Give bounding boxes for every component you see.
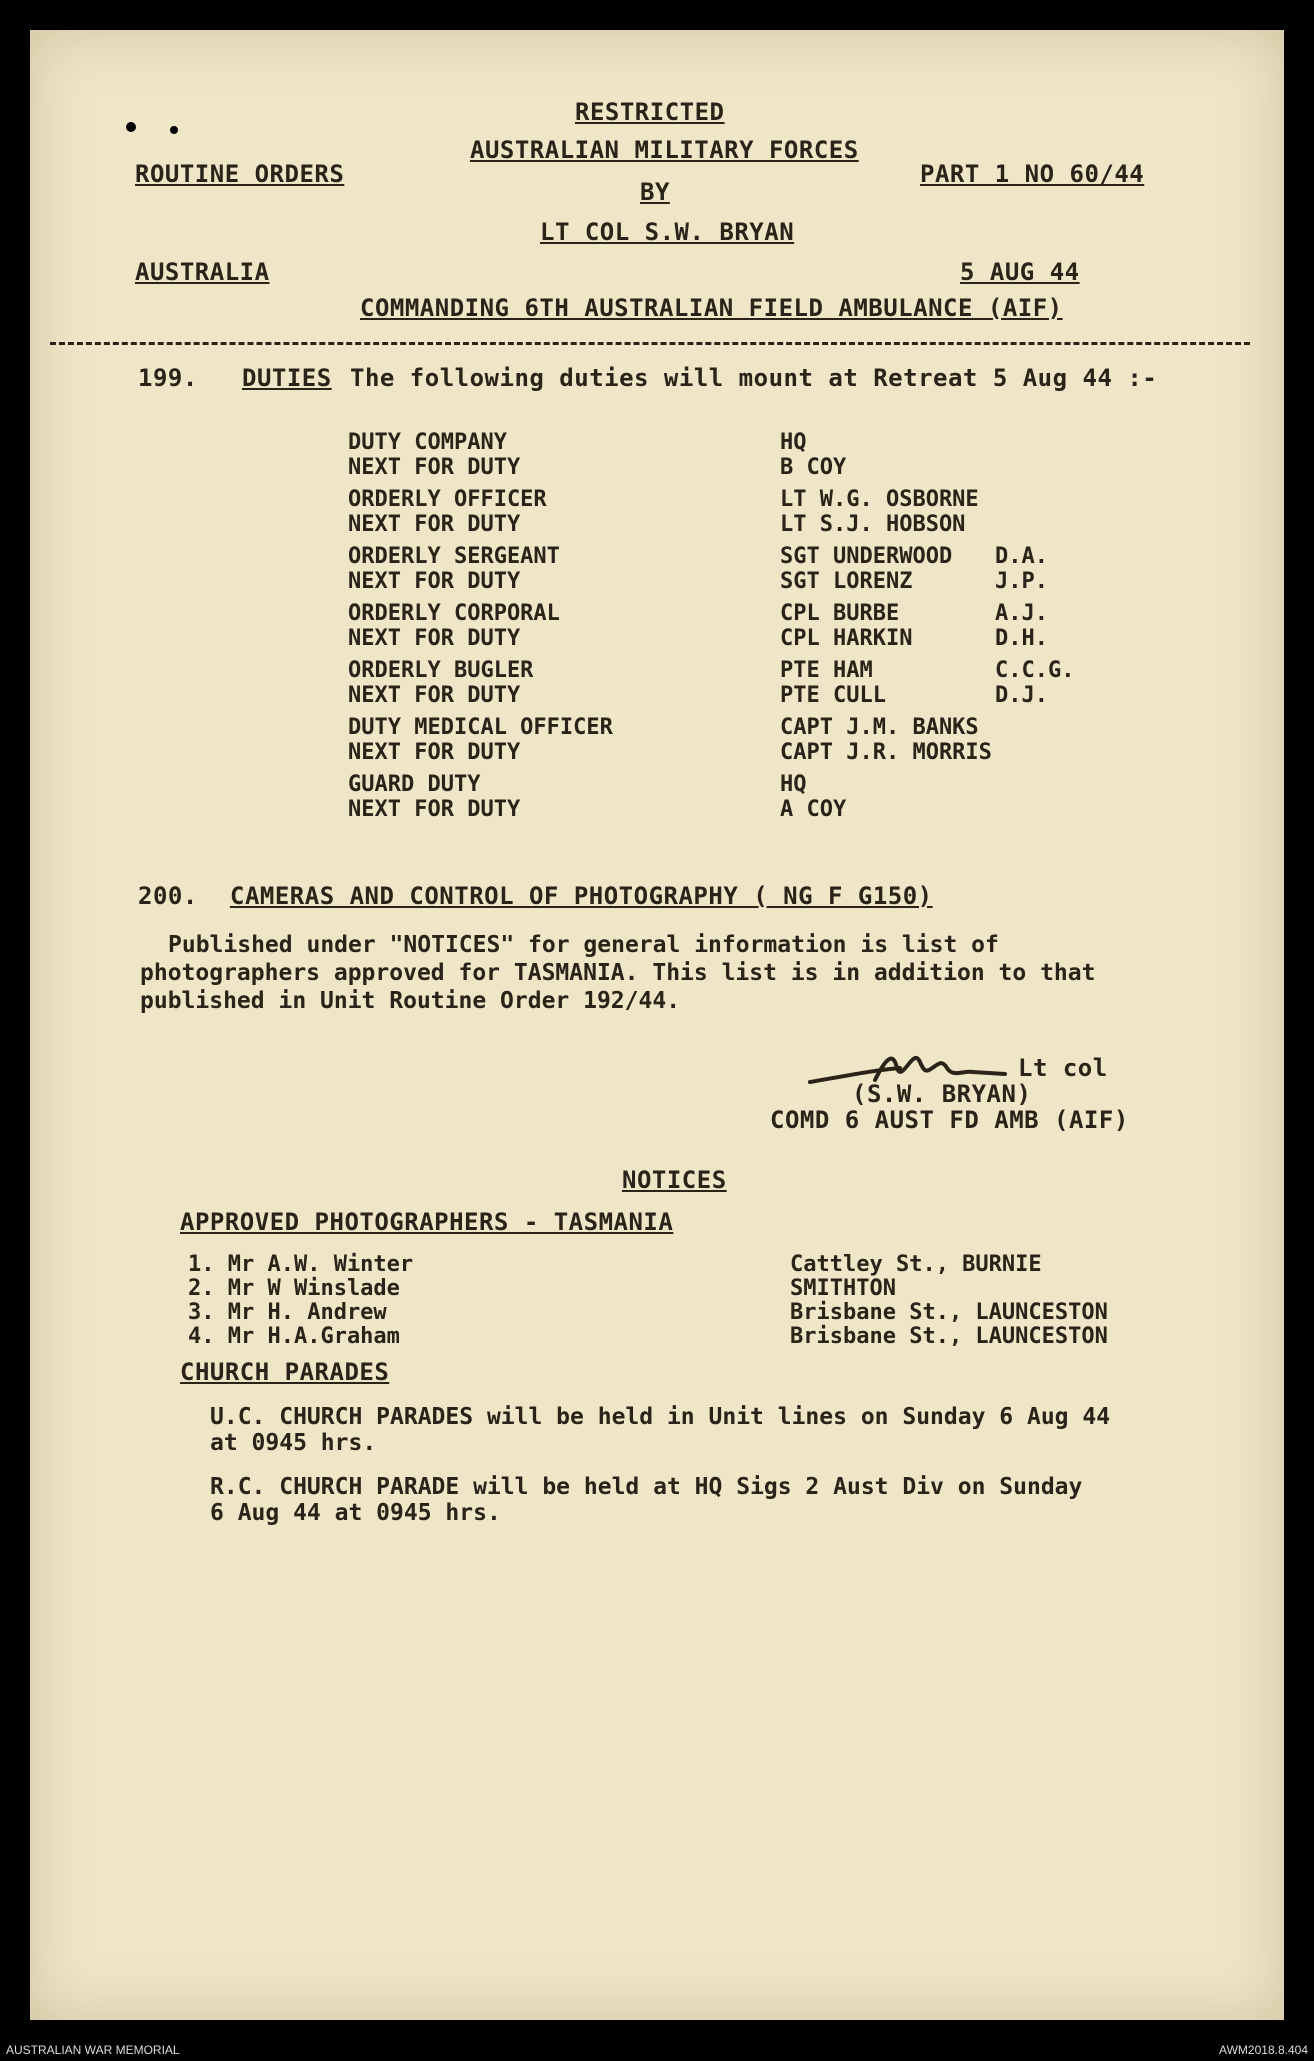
- duty-assignee: A COY: [780, 797, 847, 822]
- forces-title: AUSTRALIAN MILITARY FORCES: [470, 136, 859, 164]
- duty-initials: D.H.: [995, 626, 1048, 651]
- photographer-name: 4. Mr H.A.Graham: [188, 1324, 400, 1349]
- duty-role: ORDERLY CORPORAL: [348, 601, 560, 626]
- duty-assignee: LT S.J. HOBSON: [780, 512, 966, 537]
- by-label: BY: [640, 178, 670, 206]
- part-number: PART 1 NO 60/44: [920, 160, 1145, 188]
- commander-name: LT COL S.W. BRYAN: [540, 218, 795, 246]
- photographer-address: Brisbane St., LAUNCESTON: [790, 1324, 1108, 1349]
- order-200-line: Published under "NOTICES" for general information is list of: [168, 932, 999, 958]
- notices-title: NOTICES: [622, 1166, 727, 1194]
- duty-assignee: PTE HAM: [780, 658, 873, 683]
- duty-assignee: B COY: [780, 455, 847, 480]
- duty-role: NEXT FOR DUTY: [348, 512, 521, 537]
- duty-role: NEXT FOR DUTY: [348, 797, 521, 822]
- order-199-heading: DUTIES: [242, 364, 332, 392]
- photographer-name: 2. Mr W Winslade: [188, 1276, 400, 1301]
- order-date: 5 AUG 44: [960, 258, 1080, 286]
- signature-unit: COMD 6 AUST FD AMB (AIF): [770, 1106, 1129, 1134]
- order-199-number: 199.: [138, 364, 198, 392]
- order-200-number: 200.: [138, 882, 198, 910]
- duty-role: DUTY MEDICAL OFFICER: [348, 715, 613, 740]
- duty-role: GUARD DUTY: [348, 772, 481, 797]
- duty-role: ORDERLY OFFICER: [348, 487, 547, 512]
- duty-initials: C.C.G.: [995, 658, 1075, 683]
- duty-role: ORDERLY SERGEANT: [348, 544, 560, 569]
- church-line: at 0945 hrs.: [210, 1430, 377, 1456]
- duty-assignee: CAPT J.M. BANKS: [780, 715, 979, 740]
- commanding-unit: COMMANDING 6TH AUSTRALIAN FIELD AMBULANCE (AIF): [360, 294, 1063, 322]
- duty-initials: A.J.: [995, 601, 1048, 626]
- footer-source: AUSTRALIAN WAR MEMORIAL: [6, 2043, 180, 2057]
- routine-orders-label: ROUTINE ORDERS: [135, 160, 345, 188]
- photographer-address: SMITHTON: [790, 1276, 896, 1301]
- duty-assignee: CAPT J.R. MORRIS: [780, 740, 992, 765]
- duty-initials: D.J.: [995, 683, 1048, 708]
- photographer-name: 1. Mr A.W. Winter: [188, 1252, 414, 1277]
- duty-assignee: SGT UNDERWOOD: [780, 544, 953, 569]
- photographers-heading: APPROVED PHOTOGRAPHERS - TASMANIA: [180, 1208, 674, 1236]
- duty-role: NEXT FOR DUTY: [348, 626, 521, 651]
- church-line: U.C. CHURCH PARADES will be held in Unit lines on Sunday 6 Aug 44: [210, 1404, 1111, 1430]
- duty-assignee: CPL HARKIN: [780, 626, 913, 651]
- duty-assignee: LT W.G. OSBORNE: [780, 487, 979, 512]
- duty-role: NEXT FOR DUTY: [348, 740, 521, 765]
- document-page: [30, 30, 1284, 2020]
- punch-hole: [126, 122, 136, 132]
- duty-role: NEXT FOR DUTY: [348, 455, 521, 480]
- photographer-address: Cattley St., BURNIE: [790, 1252, 1042, 1277]
- duty-initials: D.A.: [995, 544, 1048, 569]
- duty-assignee: PTE CULL: [780, 683, 886, 708]
- duty-initials: J.P.: [995, 569, 1048, 594]
- duty-role: ORDERLY BUGLER: [348, 658, 534, 683]
- order-200-heading: CAMERAS AND CONTROL OF PHOTOGRAPHY ( NG F G150): [230, 882, 933, 910]
- photographer-address: Brisbane St., LAUNCESTON: [790, 1300, 1108, 1325]
- photographer-name: 3. Mr H. Andrew: [188, 1300, 387, 1325]
- header-divider: [50, 342, 1250, 345]
- restricted-label: RESTRICTED: [575, 98, 725, 126]
- duty-assignee: HQ: [780, 772, 807, 797]
- signature-rank: Lt col: [1018, 1054, 1108, 1082]
- duty-assignee: CPL BURBE: [780, 601, 900, 626]
- church-line: 6 Aug 44 at 0945 hrs.: [210, 1500, 501, 1526]
- order-199-intro: The following duties will mount at Retreat 5 Aug 44 :-: [350, 364, 1158, 392]
- location-label: AUSTRALIA: [135, 258, 270, 286]
- signature-name: (S.W. BRYAN): [852, 1080, 1032, 1108]
- order-200-line: photographers approved for TASMANIA. This list is in addition to that: [140, 960, 1096, 986]
- order-200-line: published in Unit Routine Order 192/44.: [140, 988, 681, 1014]
- duty-role: DUTY COMPANY: [348, 430, 507, 455]
- church-line: R.C. CHURCH PARADE will be held at HQ Sigs 2 Aust Div on Sunday: [210, 1474, 1083, 1500]
- duty-role: NEXT FOR DUTY: [348, 569, 521, 594]
- footer-accession: AWM2018.8.404: [1219, 2043, 1308, 2057]
- duty-assignee: SGT LORENZ: [780, 569, 913, 594]
- church-parades-heading: CHURCH PARADES: [180, 1358, 390, 1386]
- duty-assignee: HQ: [780, 430, 807, 455]
- duty-role: NEXT FOR DUTY: [348, 683, 521, 708]
- punch-hole: [170, 126, 178, 134]
